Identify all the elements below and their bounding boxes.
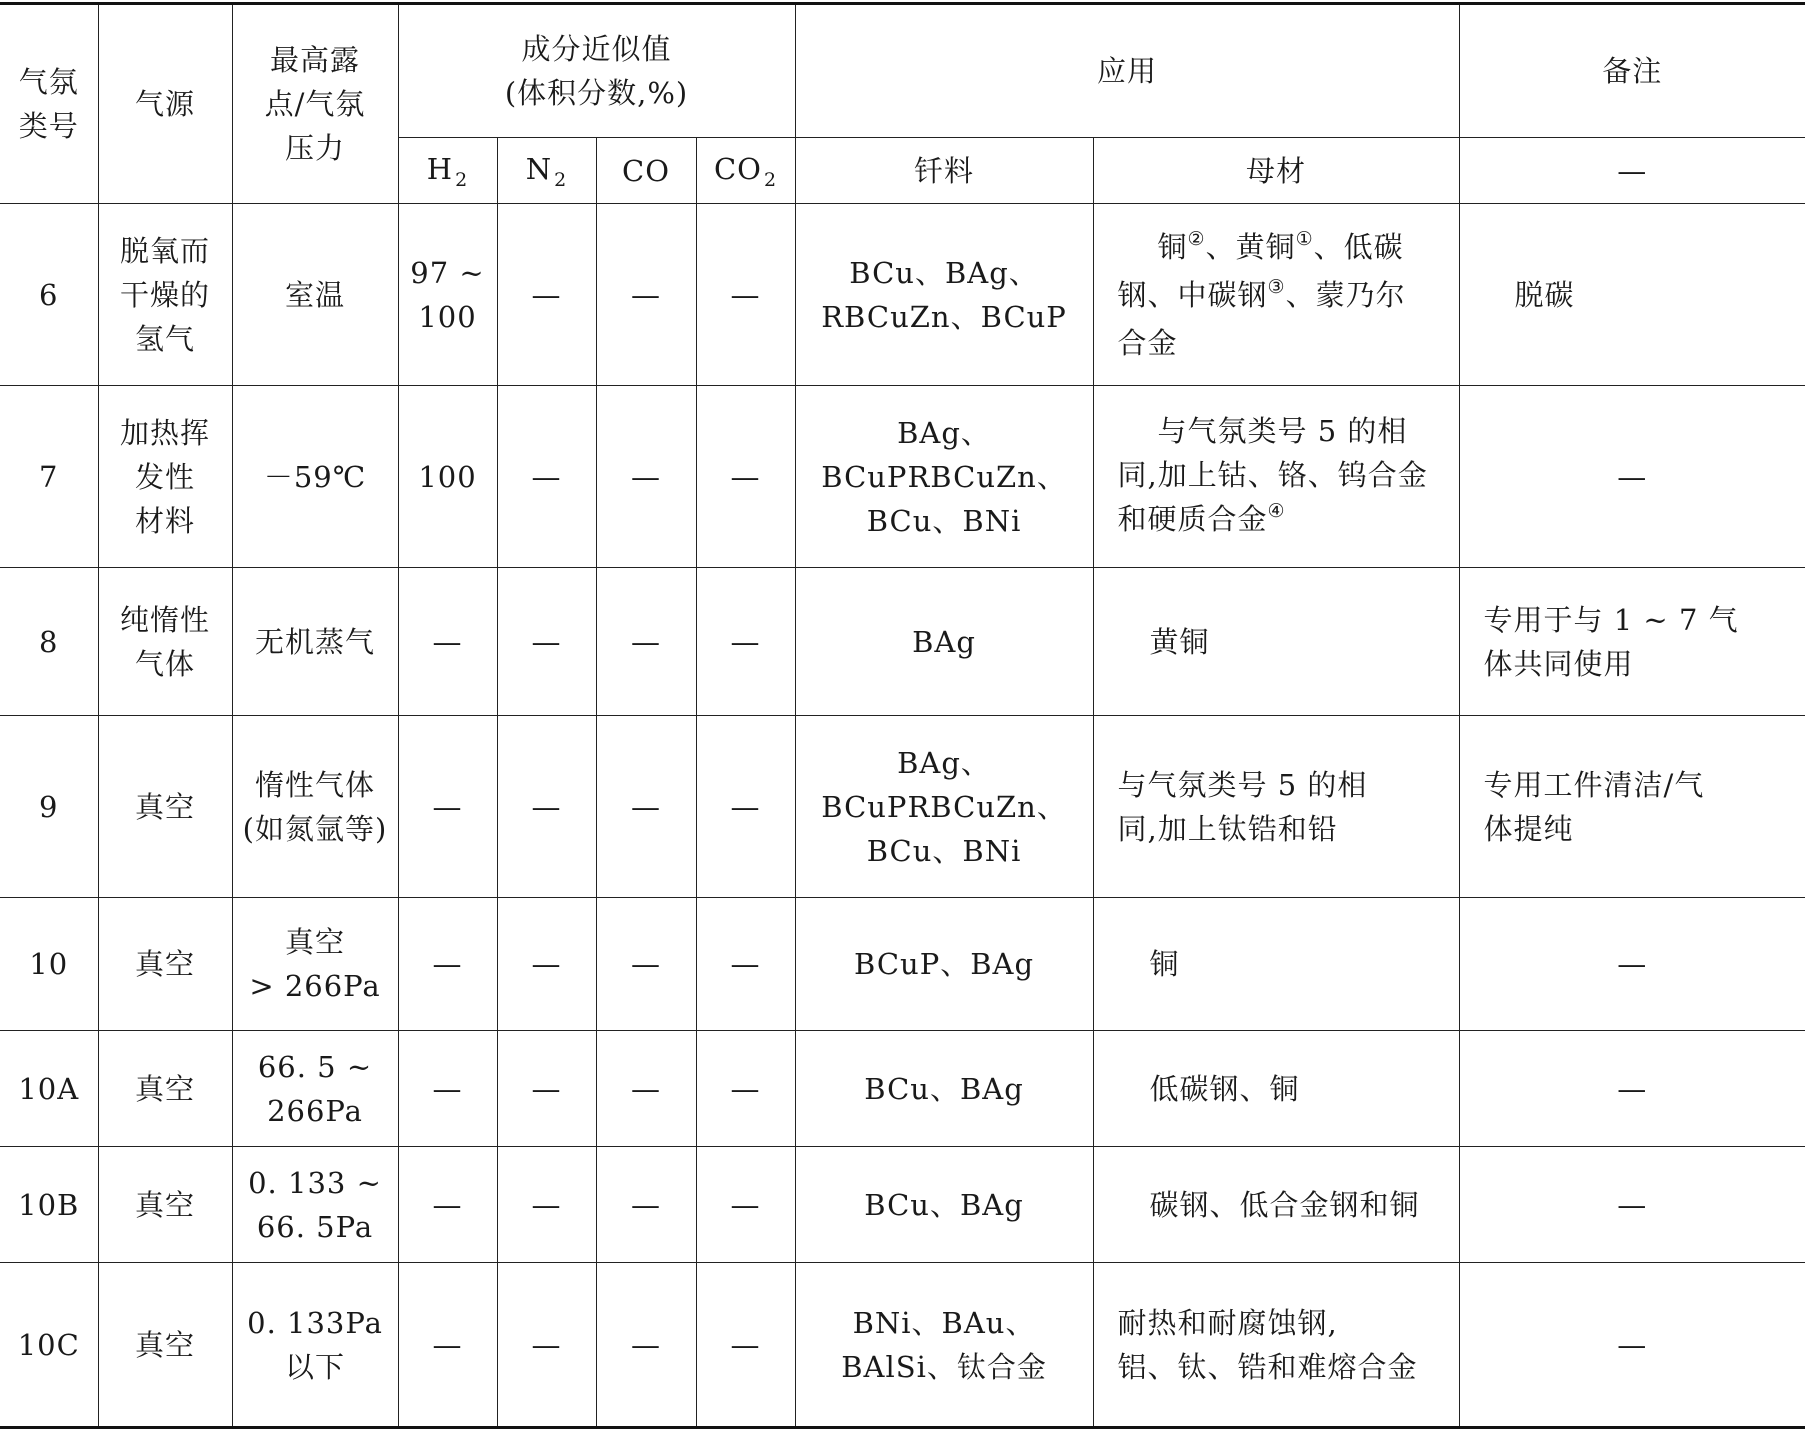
- header-app-text: 应用: [1097, 54, 1158, 88]
- header-source-text: 气源: [134, 87, 195, 121]
- base-text: 合金: [1117, 325, 1178, 360]
- base-text: 、蒙乃尔: [1285, 277, 1406, 312]
- cell-type: 8: [0, 568, 98, 716]
- header-filler-text: 钎料: [914, 153, 975, 188]
- header-type: [0, 4, 98, 204]
- cell-source: 脱氧而 干燥的 氢气: [98, 204, 232, 386]
- cell-dew: 无机蒸气: [232, 568, 398, 716]
- cell-filler: BAg、 BCuPRBCuZn、 BCu、BNi: [795, 716, 1093, 898]
- header-dew: [232, 4, 398, 204]
- header-note-text: 备注: [1602, 54, 1663, 88]
- base-line: [1118, 273, 1441, 321]
- cell-n2: —: [497, 568, 596, 716]
- footnote-mark: ②: [1187, 227, 1206, 250]
- cell-base: 碳钢、低合金钢和铜: [1093, 1147, 1459, 1263]
- cell-co: —: [596, 386, 696, 568]
- table-row: [0, 568, 1805, 716]
- cell-type: 10A: [0, 1031, 98, 1147]
- cell-source: 纯惰性 气体: [98, 568, 232, 716]
- cell-h2: —: [398, 716, 497, 898]
- cell-dew: －59℃: [232, 386, 398, 568]
- n2-label: N: [525, 151, 553, 186]
- cell-n2: —: [497, 386, 596, 568]
- footnote-mark: ④: [1267, 499, 1286, 522]
- cell-note: —: [1459, 1031, 1805, 1147]
- base-text: 、低碳: [1313, 229, 1404, 264]
- cell-co: —: [596, 1147, 696, 1263]
- cell-co: —: [596, 898, 696, 1031]
- table-row: [0, 716, 1805, 898]
- base-line: [1118, 497, 1441, 545]
- header-comp: [398, 4, 795, 138]
- cell-note: —: [1459, 898, 1805, 1031]
- cell-h2: —: [398, 1147, 497, 1263]
- cell-type: 6: [0, 204, 98, 386]
- header-co2: [696, 138, 795, 204]
- base-text: 、黄铜: [1205, 229, 1296, 264]
- cell-co2: —: [696, 716, 795, 898]
- cell-co: —: [596, 1263, 696, 1428]
- cell-co: —: [596, 716, 696, 898]
- header-n2: [497, 138, 596, 204]
- cell-n2: —: [497, 1263, 596, 1428]
- cell-type: 7: [0, 386, 98, 568]
- cell-n2: —: [497, 898, 596, 1031]
- cell-note: 专用工件清洁/气 体提纯: [1459, 716, 1805, 898]
- header-type-text: 气氛 类号: [18, 65, 79, 143]
- header-base: [1093, 138, 1459, 204]
- cell-note: —: [1459, 386, 1805, 568]
- base-line: [1118, 453, 1441, 497]
- base-text: 钢、中碳钢: [1117, 277, 1268, 312]
- cell-co: —: [596, 1031, 696, 1147]
- cell-type: 10C: [0, 1263, 98, 1428]
- cell-base: [1093, 204, 1459, 386]
- header-note-sub: [1459, 138, 1805, 204]
- cell-source: 真空: [98, 898, 232, 1031]
- cell-note: 脱碳: [1459, 204, 1805, 386]
- cell-h2: 97 ~ 100: [398, 204, 497, 386]
- table-row: [0, 898, 1805, 1031]
- base-text: 和硬质合金: [1117, 501, 1268, 536]
- cell-base: 黄铜: [1093, 568, 1459, 716]
- cell-h2: —: [398, 568, 497, 716]
- header-h2: [398, 138, 497, 204]
- header-base-text: 母材: [1246, 153, 1307, 188]
- base-line: [1118, 225, 1441, 273]
- cell-filler: BNi、BAu、 BAlSi、钛合金: [795, 1263, 1093, 1428]
- h2-label: H: [426, 151, 454, 186]
- header-note-sub-text: —: [1617, 153, 1648, 188]
- table-row: [0, 1031, 1805, 1147]
- cell-n2: —: [497, 716, 596, 898]
- cell-h2: —: [398, 1031, 497, 1147]
- cell-h2: 100: [398, 386, 497, 568]
- cell-source: 真空: [98, 716, 232, 898]
- n2-sub: 2: [554, 168, 568, 191]
- header-app: [795, 4, 1459, 138]
- cell-co2: —: [696, 1147, 795, 1263]
- cell-filler: BCu、BAg: [795, 1147, 1093, 1263]
- table-row: [0, 1147, 1805, 1263]
- co2-label: CO: [713, 151, 762, 186]
- base-text: 同,加上钴、铬、钨合金: [1117, 457, 1428, 492]
- header-comp-text: 成分近似值 (体积分数,%): [504, 32, 689, 110]
- cell-base: 耐热和耐腐蚀钢, 铝、钛、锆和难熔合金: [1093, 1263, 1459, 1428]
- cell-filler: BAg、 BCuPRBCuZn、 BCu、BNi: [795, 386, 1093, 568]
- table-row: [0, 1263, 1805, 1428]
- cell-dew: 0. 133Pa 以下: [232, 1263, 398, 1428]
- cell-base: 铜: [1093, 898, 1459, 1031]
- cell-co2: —: [696, 386, 795, 568]
- cell-source: 真空: [98, 1031, 232, 1147]
- base-line: [1118, 409, 1441, 453]
- cell-base: 低碳钢、铜: [1093, 1031, 1459, 1147]
- header-dew-text: 最高露 点/气氛 压力: [264, 43, 366, 165]
- cell-base: 与气氛类号 5 的相 同,加上钛锆和铅: [1093, 716, 1459, 898]
- cell-dew: 0. 133 ~ 66. 5Pa: [232, 1147, 398, 1263]
- cell-co2: —: [696, 1263, 795, 1428]
- cell-filler: BCu、BAg: [795, 1031, 1093, 1147]
- cell-co: —: [596, 204, 696, 386]
- base-text: 与气氛类号 5 的相: [1157, 413, 1408, 448]
- cell-co2: —: [696, 898, 795, 1031]
- h2-sub: 2: [455, 168, 469, 191]
- cell-dew: 室温: [232, 204, 398, 386]
- cell-dew: 66. 5 ~ 266Pa: [232, 1031, 398, 1147]
- header-source: [98, 4, 232, 204]
- cell-source: 加热挥 发性 材料: [98, 386, 232, 568]
- cell-note: —: [1459, 1147, 1805, 1263]
- cell-n2: —: [497, 1147, 596, 1263]
- cell-source: 真空: [98, 1147, 232, 1263]
- cell-dew: 真空 > 266Pa: [232, 898, 398, 1031]
- cell-type: 10: [0, 898, 98, 1031]
- cell-source: 真空: [98, 1263, 232, 1428]
- header-note: [1459, 4, 1805, 138]
- co2-sub: 2: [763, 168, 778, 191]
- header-row-1: [0, 4, 1805, 138]
- cell-n2: —: [497, 204, 596, 386]
- cell-n2: —: [497, 1031, 596, 1147]
- header-filler: [795, 138, 1093, 204]
- cell-co2: —: [696, 568, 795, 716]
- cell-dew: 惰性气体 (如氮氩等): [232, 716, 398, 898]
- cell-type: 10B: [0, 1147, 98, 1263]
- table-row: [0, 204, 1805, 386]
- cell-co: —: [596, 568, 696, 716]
- header-co: [596, 138, 696, 204]
- cell-filler: BAg: [795, 568, 1093, 716]
- cell-type: 9: [0, 716, 98, 898]
- cell-filler: BCuP、BAg: [795, 898, 1093, 1031]
- cell-h2: —: [398, 898, 497, 1031]
- table-row: [0, 386, 1805, 568]
- brazing-atmosphere-table: [0, 2, 1805, 1429]
- cell-filler: BCu、BAg、 RBCuZn、BCuP: [795, 204, 1093, 386]
- base-line: [1118, 321, 1441, 365]
- base-text: 铜: [1157, 229, 1188, 264]
- cell-h2: —: [398, 1263, 497, 1428]
- cell-note: 专用于与 1 ~ 7 气 体共同使用: [1459, 568, 1805, 716]
- cell-note: —: [1459, 1263, 1805, 1428]
- cell-co2: —: [696, 204, 795, 386]
- cell-co2: —: [696, 1031, 795, 1147]
- cell-base: [1093, 386, 1459, 568]
- footnote-mark: ③: [1267, 275, 1286, 298]
- co-label: CO: [622, 153, 670, 188]
- footnote-mark: ①: [1295, 227, 1314, 250]
